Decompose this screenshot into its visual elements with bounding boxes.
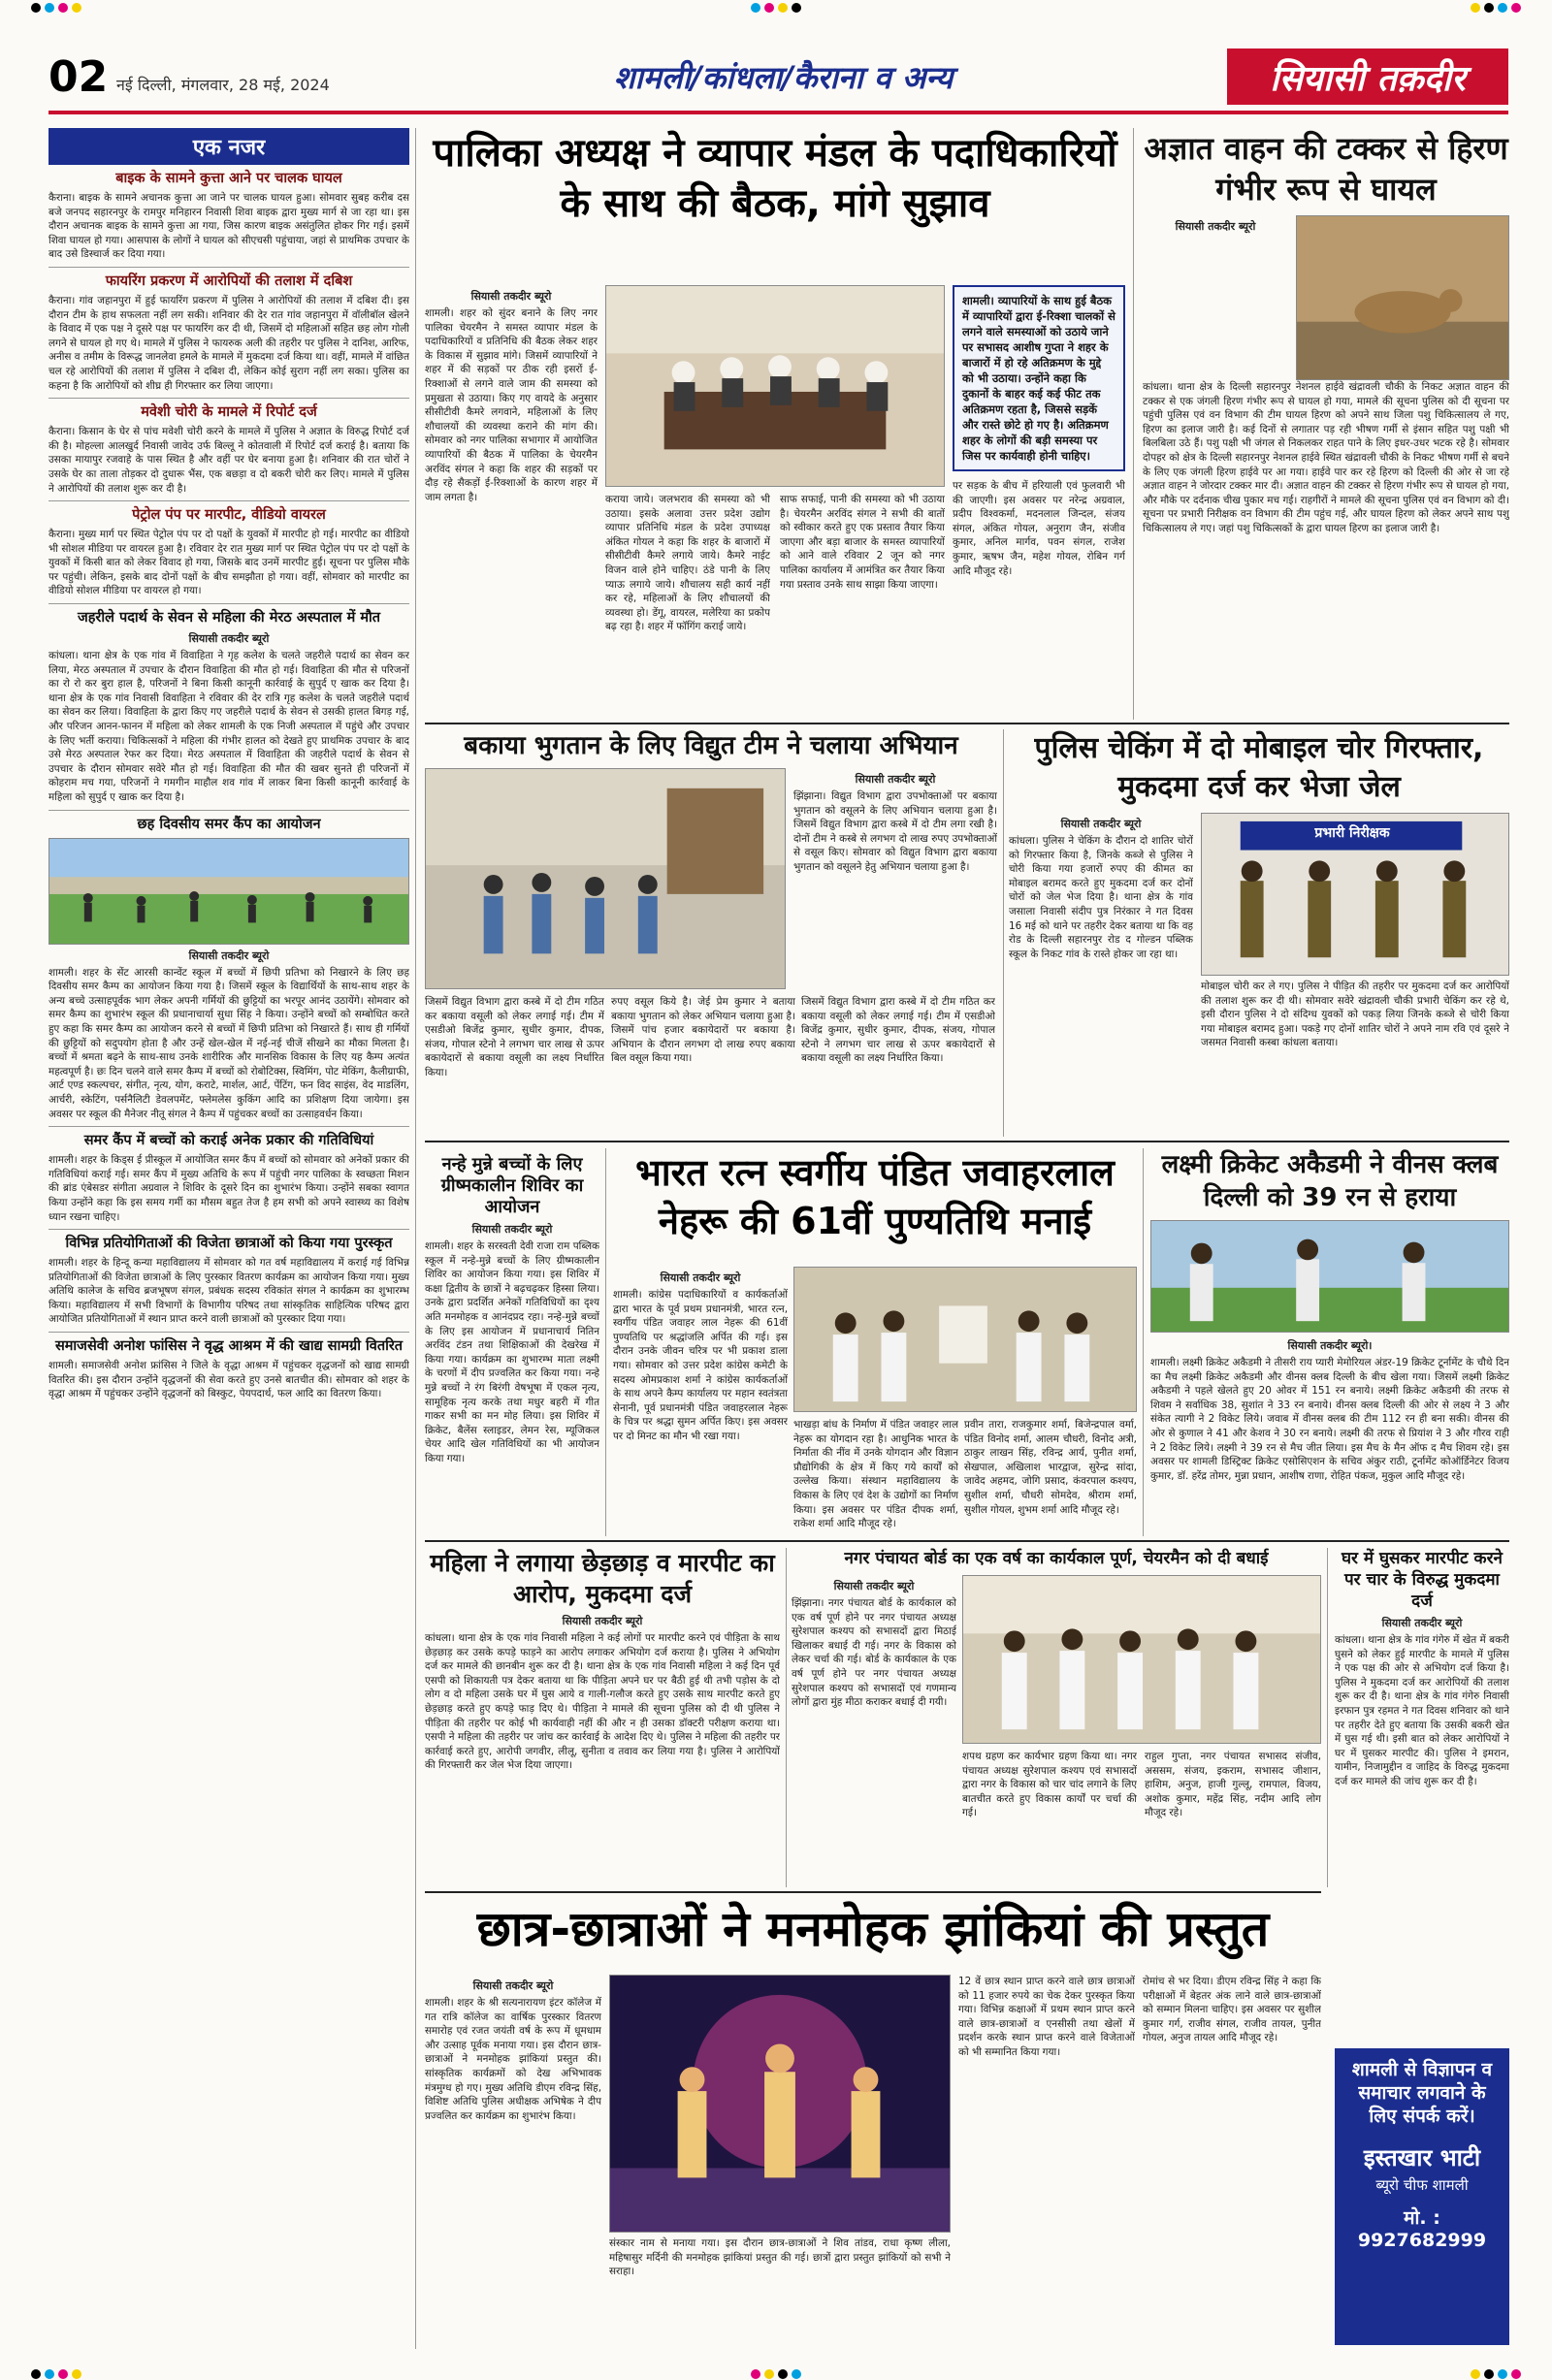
meeting-photo — [605, 285, 945, 487]
column-divider — [1143, 1148, 1144, 1536]
section-title: शामली/कांधला/कैराना व अन्य — [613, 58, 954, 96]
nehru-photo — [793, 1267, 1137, 1412]
mobile-body-1: कांधला। पुलिस ने चेकिंग के दौरान दो शातिर चोरों को गिरफ्तार किया है, जिनके कब्जे से पुलिस ने चोरी किया गया हजारों रुपए की कीमत का मोबाइल बरामद करते हुए मुकदमा दर्ज कर दोनों चोरों को जेल भेज दिया है। थाना क्षेत्र के गांव जसाला निवासी संदीप पुत्र निरंकार ने गत दिवस 16 मई को थाने पर तहरीर देकर बताया था कि वह रोड के दिल्ली सहारनपुर रोड द गोल्डन पब्लिक स्कूल के निकट गांव के रास्ते होकर जा रहा था। — [1009, 835, 1193, 960]
news-body-3: कैराना। किसान के घेर से पांच मवेशी चोरी करने के मामले में पुलिस ने अज्ञात के विरुद्ध रिपोर्ट दर्ज की है। मोहल्ला आलखुर्द निवासी जावेद उर्फ बिल्लू ने कोतवाली में रिपोर्ट दर्ज कराई है। बताया कि उसका मायापुर रजवाहे के पास स्थित है और वहीं पर घेर बनाया हुआ है। शनिवार की रात चोरों ने उसके घेर का ताला तोड़कर दो दुधारू भैंस, एक बछड़ा व दो बकरी चोरी कर लिए। मामले में पुलिस ने आरोपियों की तलाश शुरू कर दी है। — [48, 426, 409, 495]
news-byline-5: सियासी तकदीर ब्यूरो — [188, 632, 270, 646]
mobile-byline: सियासी तकदीर ब्यूरो — [1060, 818, 1142, 830]
board-photo — [962, 1575, 1321, 1744]
story-deer — [1143, 128, 1509, 720]
nehru-byline: सियासी तकदीर ब्यूरो — [660, 1271, 741, 1284]
meeting-body-2: कराया जाये। जलभराव की समस्या को भी उठाया। इसके अलावा उत्तर प्रदेश उद्योग व्यापार प्रतिनिधि मंडल के प्रदेश उपाध्यक्ष अंकित गोयल ने कहा कि शहर के बाजारों में सीसीटीवी कैमरे लगाये जाये। कैमरे नाईट विजन वाले होने चाहिए। ठंडे पानी के लिए प्याऊ लगाये जाये। शौचालय सही कार्य नहीं कर रहे, महिलाओं के लिए शौचालयों की व्यवस्था हो। डेंगू, वायरल, मलेरिया का प्रकोप बढ़ रहा है। शहर में फॉगिंग कराई जाये। — [605, 494, 770, 633]
column-divider — [1003, 729, 1004, 1137]
story-meeting-headline — [425, 128, 1125, 283]
meeting-col-3 — [780, 493, 945, 718]
mobile-photo-sign: प्रभारी निरीक्षक — [1314, 825, 1390, 841]
divider — [48, 267, 409, 268]
section-divider — [425, 1891, 1321, 1893]
meeting-col-1 — [425, 285, 598, 718]
cricket-body: शामली। लक्ष्मी क्रिकेट अकैडमी ने तीसरी राय प्यारी मेमोरियल अंडर-19 क्रिकेट टूर्नामेंट के चौथे दिन का मैच लक्ष्मी क्रिकेट अकैडमी और वीनस क्लब दिल्ली के बीच खेला गया। जिसमें लक्ष्मी क्रिकेट अकैडमी ने पहले खेलते हुए 20 ओवर में 151 रन बनाये। लक्ष्मी क्रिकेट अकैडमी की तरफ से शिवम ने सर्वाधिक 38, सुशांत ने 33 रन बनाये। वीनस क्लब दिल्ली की ओर से लक्ष्य ने 3 और संकेत त्यागी ने 2 विकेट लिये। जवाब में वीनस क्लब की टीम 112 रन ही बना सकी। वीनस की ओर से कुणाल ने 41 और केशव ने 30 रन बनाये। लक्ष्मी की तरफ से प्रियांश ने 3 और गौरव राही ने 2 विकेट लिये। लक्ष्मी ने 39 रन से मैच जीत लिया। इस मैच के मैन ऑफ द मैच शिवम रहे। इस अवसर पर शामली डिस्ट्रिक्ट क्रिकेट एसोसिएशन के सचिव अंकुर राठी, टूर्नामेंट कोऑर्डिनेटर विजय कुमार, डॉ. हरेंद्र तोमर, मुन्ना प्रधान, आशीष राणा, रोहित पंकज, मुकुल आदि मौजूद रहे। — [1150, 1357, 1509, 1482]
news-body-7: शामली। शहर के किड्स ई प्रीस्कूल में आयोजित समर कैंप में बच्चों को सोमवार को अनेकों प्रकार की गतिविधियां कराई गई। समर कैंप में मुख्य अतिथि के रूप में पहुंची नगर पालिका के स्वच्छता मिशन की ब्रांड एंबेसडर संगीता अग्रवाल ने शिविर के दूसरे दिन का शुभारंभ किया। उन्होंने सबका स्वागत किया उन्होंने कहा कि इस समय गर्मी का मौसम बहुत तेज है हम सभी को अपने स्वास्थ्य का विशेष ध्यान रखना चाहिए। — [48, 1154, 409, 1223]
ad-phone: मो. : 9927682999 — [1357, 2207, 1487, 2251]
board-col-1 — [792, 1575, 956, 1887]
column-divider — [1327, 1548, 1328, 1887]
house-byline: सियासी तकदीर ब्यूरो — [1381, 1617, 1463, 1629]
harass-byline: सियासी तकदीर ब्यूरो — [562, 1615, 643, 1627]
column-divider — [605, 1148, 606, 1536]
tableau-col-1 — [425, 1975, 601, 2349]
mobile-headline: पुलिस चेकिंग में दो मोबाइल चोर गिरफ्तार, मुकदमा दर्ज कर भेजा जेल — [1034, 731, 1484, 804]
power-headline: बकाया भुगतान के लिए विद्युत टीम ने चलाया अभियान — [464, 731, 958, 760]
cricket-headline: लक्ष्मी क्रिकेट अकैडमी ने वीनस क्लब दिल्ली को 39 रन से हराया — [1161, 1150, 1499, 1212]
news-head-7: समर कैंप में बच्चों को कराई अनेक प्रकार की गतिविधियां — [83, 1133, 374, 1149]
story-nehru-headline — [613, 1148, 1137, 1265]
divider — [48, 1126, 409, 1127]
power-col-3 — [611, 995, 795, 1137]
left-column — [48, 128, 409, 2349]
divider — [48, 500, 409, 501]
summer-byline: सियासी तकदीर ब्यूरो — [471, 1223, 553, 1236]
story-cricket — [1150, 1148, 1509, 1536]
nehru-col-3 — [964, 1418, 1137, 1536]
news-body-2: कैराना। गांव जहानपुरा में हुई फायरिंग प्रकरण में पुलिस ने आरोपियों की तलाश में दबिश दी। इस दौरान टीम के हाथ सफलता नहीं लग सकी। शनिवार की देर रात गांव जहानपुरा में वॉलीबॉल खेलने के विवाद में एक पक्ष ने दूसरे पक्ष पर फायरिंग कर दी थी, जिसमें दो महिलाओं सहित छह लोग गोली लगने से घायल हो गए थे। मामले में पुलिस ने फायरुक अली की तहरीर पर पुलिस ने दानिश, आरिफ, अनीस व तमीम के विरूद्ध जानलेवा हमले के मामले में मुकदमा दर्ज किया था। वहीं, मामले में वांछित चल रहे आरोपियों की तलाश में पुलिस ने दबिश दी, लेकिन कोई सुराग नहीं लग सका। पुलिस का कहना है कि आरोपियों को शीघ्र ही गिरफ्तार कर लिया जाएगा। — [48, 294, 409, 392]
story-tableau-headline — [425, 1899, 1321, 1973]
power-photo — [425, 768, 786, 989]
column-divider — [415, 128, 416, 2349]
deer-photo — [1296, 215, 1509, 380]
cricket-photo — [1150, 1220, 1509, 1333]
nehru-body-1: शामली। कांग्रेस पदाधिकारियों व कार्यकर्ताओं द्वारा भारत के पूर्व प्रथम प्रधानमंत्री, भारत रत्न, स्वर्गीय पंडित जवाहर लाल नेहरू की 61वीं पुण्यतिथि पर श्रद्धांजलि अर्पित की गई। इस दौरान उनके जीवन चरित्र पर भी प्रकाश डाला गया। सोमवार को उत्तर प्रदेश कांग्रेस कमेटी के सदस्य ओमप्रकाश शर्मा ने कांग्रेस कार्यकर्ताओं के साथ अपने कैम्प कार्यालय पर महान स्वतंत्रता सेनानी, पूर्व प्रधानमंत्री पंडित जवाहरलाल नेहरू के चित्र पर श्रद्धा सुमन अर्पित किए। इस अवसर पर दो मिनट का मौन भी रखा गया। — [613, 1289, 788, 1442]
news-head-3: मवेशी चोरी के मामले में रिपोर्ट दर्ज — [141, 404, 317, 421]
bottom-registration-strip — [0, 2366, 1552, 2380]
masthead — [48, 43, 1508, 114]
tableau-body-2: संस्कार नाम से मनाया गया। इस दौरान छात्र-छात्राओं ने शिव तांडव, राधा कृष्ण लीला, महिषासुर मर्दिनी की मनमोहक झांकियां प्रस्तुत की गई। छात्रों द्वारा प्रस्तुत झांकियों को सभी ने सराहा। — [609, 2237, 951, 2278]
tableau-col-3 — [958, 1975, 1135, 2349]
divider — [48, 603, 409, 604]
story-summer — [425, 1148, 599, 1536]
brand-logo: सियासी तक़दीर — [1227, 48, 1508, 105]
meeting-body-3: साफ सफाई, पानी की समस्या को भी उठाया है। चेयरमैन अरविंद संगल ने सभी की बातों को स्वीकार करते हुए एक प्रस्ताव तैयार किया जाएगा और बड़ा बाजार के समस्त व्यापारियों को आने वाले रविवार 2 जून को नगर पालिका कार्यालय में आमंत्रित कर तैयार किया गया प्रस्ताव उनके साथ साझा किया जाएगा। — [780, 494, 945, 591]
news-body-9: शामली। समाजसेवी अनोश फ्रांसिस ने जिले के वृद्धा आश्रम में पहुंचकर वृद्धजनों को खाद्य सामग्री वितरित की। इस दौरान उन्होंने वृद्धजनों की सेवा करते हुए उनसे बातचीत की। सोमवार को शहर के वृद्धा आश्रम में पहुंचकर उन्होंने वृद्धजनों को बिस्कुट, पेयपदार्थ, फल आदि का वितरण किया। — [48, 1360, 409, 1400]
page-number: 02 — [48, 51, 109, 102]
story-house — [1335, 1548, 1509, 2042]
deer-byline: सियासी तकदीर ब्यूरो — [1175, 220, 1256, 233]
nehru-headline: भारत रत्न स्वर्गीय पंडित जवाहरलाल नेहरू की 61वीं पुण्यतिथि मनाई — [635, 1151, 1115, 1242]
news-byline-6: सियासी तकदीर ब्यूरो — [188, 949, 270, 962]
meeting-quote-box: शामली। व्यापारियों के साथ हुई बैठक में व्यापारियों द्वारा ई-रिक्शा चालकों से लगने वाले समस्याओं को उठाये जाने पर सभासद आशीष गुप्ता ने शहर के बाजारों में हो रहे अतिक्रमण के मुद्दे को भी उठाया। उन्होंने कहा कि दुकानों के बाहर कई कई फीट तक अतिक्रमण रहता है, जिससे सड़कें और रास्ते छोटे हो गए है। अतिक्रमण शहर के लोगों की बड़ी समस्या पर जिस पर कार्यवाही होनी चाहिए। — [953, 285, 1125, 471]
news-head-4: पेट्रोल पंप पर मारपीट, वीडियो वायरल — [132, 507, 326, 524]
section-divider — [425, 1540, 1509, 1542]
ek-nazar-title: एक नजर — [48, 128, 409, 165]
board-col-2 — [962, 1750, 1137, 1887]
board-body-2: शपथ ग्रहण कर कार्यभार ग्रहण किया था। नगर पंचायत अध्यक्ष सुरेशपाल कश्यप एवं सभासदों द्वारा नगर के विकास को चार चांद लगाने के लिए बातचीत करते हुए विकास कार्यों पर चर्चा की गई। — [962, 1751, 1137, 1819]
board-byline: सियासी तकदीर ब्यूरो — [833, 1580, 915, 1592]
power-body-1b: जिसमें विद्युत विभाग द्वारा कस्बे में दो टीम गठित कर बकाया वसूली को लेकर लगाई गई। टीम में एसडीओ बिजेंद्र कुमार, सुधीर कुमार, दीपक, संजय, गोपाल स्टेनो ने लगभग चार लाख से ऊपर बकायेदारों से बकाया वसूली का लक्ष्य निर्धारित किया। — [801, 996, 995, 1065]
tableau-body-1: शामली। शहर के श्री सत्यनारायण इंटर कॉलेज में गत रात्रि कॉलेज का वार्षिक पुरस्कार वितरण समारोह एवं रजत जयंती वर्ष के रूप में धूमधाम और उत्साह पूर्वक मनाया गया। इस दौरान छात्र-छात्राओं ने मनमोहक झांकियां प्रस्तुत की। सांस्कृतिक कार्यक्रमों को देख अभिभावक मंत्रमुग्ध हो गए। मुख्य अतिथि डीएम रविन्द्र सिंह, विशिष्ट अतिथि पुलिस अधीक्षक अभिषेक ने दीप प्रज्वलित कर कार्यक्रम का शुभारंभ किया। — [425, 1997, 601, 2122]
meeting-byline: सियासी तकदीर ब्यूरो — [470, 290, 552, 303]
meeting-body-4: पर सड़क के बीच में हरियाली एवं फुलवारी भी की जाएगी। इस अवसर पर नरेन्द्र अग्रवाल, प्रदीप विश्वकर्मा, मदनलाल जिन्दल, संजय संगल, अंकित गोयल, अनुराग जैन, संजीव कुमार, अनिल मार्गव, पवन संगल, राजेश कुमार, ऋषभ जैन, महेश गोयल, रोबिन गर्ग आदि मौजूद रहे। — [953, 480, 1125, 577]
section-divider — [425, 1141, 1509, 1142]
meeting-body-1: शामली। शहर को सुंदर बनाने के लिए नगर पालिका चेयरमैन ने समस्त व्यापार मंडल के पदाधिकारियों व प्रतिनिधि की बैठक लेकर शहर के विकास में सुझाव मांगे। जिसमें व्यापारियों ने शहर में की सड़कों पर ठीक रही इसरों ई-रिक्शाओं से लगने वाले जाम की समस्या को प्रमुखता से उठाया। किए गए वायदे के अनुसार सीसीटीवी कैमरे लगवाने, महिलाओं के लिए शौचालयों की व्यवस्था कराने की मांग की। सोमवार को नगर पालिका सभागार में आयोजित व्यापारियों की बैठक में पालिका के चेयरमैन अरविंद संगल ने कहा कि शहर की सड़कों पर दौड़ रहे सैकड़ों ई-रिक्शाओं के कारण शहर में जाम लगता है। — [425, 307, 598, 503]
nehru-body-3: प्रवीन तारा, राजकुमार शर्मा, बिजेन्द्रपाल वर्मा, पंडित विनोद शर्मा, आलम चौधरी, विनोद अत्री, ठाकुर लाखन सिंह, रविन्द्र आर्य, पुनीत शर्मा, सेखपाल, अखिलाश भारद्वाज, सुरेन्द्र सांदा, जावेद अहमद, जोगि प्रसाद, कंवरपाल कश्यप, सुशील शर्मा, चौधरी सोमदेव, श्रीराम शर्मा, सुशील गोयल, शुभम शर्मा आदि मौजूद रहे। — [964, 1419, 1137, 1516]
power-body-1: झिंझाना। विद्युत विभाग द्वारा उपभोक्ताओं पर बकाया भुगतान को वसूलने के लिए अभियान चलाया हुआ है। जिसमें विद्युत विभाग द्वारा कस्बे में दो टीम लगा रखी है। दोनों टीम ने कस्बे से लगभग दो लाख रुपए उपभोक्ताओं से वसूल किए। सोमवार को विद्युत विभाग द्वारा बकाया भुगतान को वसूलने हेतु अभियान चलाया हुआ है। — [793, 790, 997, 873]
news-head-6: छह दिवसीय समर कैंप का आयोजन — [137, 816, 321, 832]
divider — [48, 1229, 409, 1230]
story-harass — [425, 1548, 780, 1887]
board-col-3 — [1145, 1750, 1321, 1887]
tableau-body-3: 12 वें छात्र स्थान प्राप्त करने वाले छात्र छात्राओं को 11 हजार रुपये का चेक देकर पुरस्कृत किया गया। विभिन्न कक्षाओं में प्रथम स्थान प्राप्त करने वाले छात्र-छात्राओं व एनसीसी तथा खेलों में प्रदर्शन करके स्थान प्राप्त करने वाले विजेताओं को भी सम्मानित किया गया। — [958, 1976, 1135, 2058]
tableau-col-2 — [609, 2236, 951, 2349]
power-col-4 — [801, 995, 995, 1137]
ad-contact-name: इस्तखार भाटी — [1363, 2144, 1481, 2171]
news-body-5: कांधला। थाना क्षेत्र के एक गांव में विवाहिता ने गृह कलेश के चलते जहरीले पदार्थ का सेवन कर लिया, मेरठ अस्पताल में उपचार के दौरान विवाहिता की मौत हो गई। विवाहिता की मौत से परिजनों का रो रो कर बुरा हाल है, परिजनों ने बिना किसी कानूनी कार्रवाई के सुपुर्द ए खाक कर दिया है। थाना क्षेत्र के एक गांव निवासी विवाहिता ने रविवार की देर रात्रि गृह कलेश के चलते जहरीले पदार्थ का सेवन कर लिया। विवाहिता के द्वारा किए गए जहरीले पदार्थ के सेवन से उसकी हालत बिगड़ गई, और परिजन आनन-फानन में महिला को लेकर शामली के एक निजी अस्पताल में पहुंचे और उपचार के लिए भर्ती कराया। चिकित्सकों ने महिला की गंभीर हालत को देखते हुए प्राथमिक उपचार के बाद उसे मेरठ अस्पताल रेफर कर दिया। मेरठ अस्पताल में विवाहिता की जहरीले पदार्थ के सेवन से उपचार के दौरान सोमवार सवेरे मौत हो गई। विवाहिता की मौत की खबर सुनते ही परिजनों में कोहराम मच गया, परिजनों ने गमगीन माहौल शव गांव में लाकर बिना किसी कानूनी कार्रवाई के महिला को सुपुर्द ए खाक कर दिया है। — [48, 650, 409, 803]
summer-body: शामली। शहर के सरस्वती देवी राजा राम पब्लिक स्कूल में नन्हे-मुन्ने बच्चों के लिए ग्रीष्मकालीन शिविर का आयोजन किया गया। इस शिविर में कक्षा द्वितीय के छात्रों ने बढ़चढ़कर हिस्सा लिया। उनके द्वारा प्रदर्शित अनेकों गतिविधियों का दृश्य अति मनमोहक व आनंदप्रद रहा। नन्हे-मुन्ने बच्चों के लिए इस आयोजन में प्रधानाचार्य नितिन अरविंद टंडन तथा शिक्षिकाओं की देखरेख में किया गया। कार्यक्रम का शुभारम्भ माता लक्ष्मी के चरणों में दीप प्रज्वलित कर किया गया। नन्हे मुन्ने बच्चों ने रंग बिरंगी वेषभूषा में एकल नृत्य, सामूहिक नृत्य करके तथा मधुर बहरी में गीत गाकर सभी का मन मोह लिया। इस शिविर में क्रिकेट, बैलेंस स्लाइडर, लेमन रेस, म्यूजिकल चेयर आदि खेल गतिविधियों का भी आयोजन किया गया। — [425, 1240, 599, 1464]
ad-contact-role: ब्यूरो चीफ शामली — [1375, 2176, 1469, 2194]
column-divider — [1133, 128, 1134, 720]
divider — [48, 810, 409, 811]
news-head-2: फायरिंग प्रकरण में आरोपियों की तलाश में दबिश — [105, 273, 353, 289]
divider — [48, 398, 409, 399]
board-body-1: झिंझाना। नगर पंचायत बोर्ड के कार्यकाल को एक वर्ष पूर्ण होने पर नगर पंचायत अध्यक्ष सुरेशपाल कश्यप को सभासदों द्वारा मिठाई खिलाकर बधाई दी गई। नगर के विकास को लेकर चर्चा की गई। बोर्ड के कार्यकाल के एक वर्ष पूर्ण होने पर नगर पंचायत अध्यक्ष सुरेशपाल कश्यप को सभासदों एवं गणमान्य लोगों द्वारा मुंह मीठा कराकर बधाई दी गयी। — [792, 1597, 956, 1709]
nehru-col-1 — [613, 1267, 788, 1536]
mobile-photo — [1201, 813, 1509, 976]
board-headline: नगर पंचायत बोर्ड का एक वर्ष का कार्यकाल पूर्ण, चेयरमैन को दी बधाई — [844, 1549, 1269, 1568]
news-body-1: कैराना। बाइक के सामने अचानक कुत्ता आ जाने पर चालक घायल हुआ। सोमवार सुबह करीब दस बजे जनपद सहारनपुर के रामपुर मनिहारन निवासी शिवा बाइक द्वारा मुख्य मार्ग से जा रहा था। इस दौरान अचानक बाइक के सामने कुत्ता आ गया, जिस कारण बाइक असंतुलित होकर गिर गई। इसमें शिवा घायल हो गया। आसपास के लोगों ने घायल को सीएचसी पहुंचाया, जहां से प्राथमिक उपचार के बाद उसे डिस्चार्ज कर दिया गया। — [48, 192, 409, 261]
house-headline: घर में घुसकर मारपीट करने पर चार के विरुद्ध मुकदमा दर्ज — [1342, 1549, 1503, 1611]
meeting-headline: पालिका अध्यक्ष ने व्यापार मंडल के पदाधिकारियों के साथ की बैठक, मांगे सुझाव — [433, 131, 1117, 226]
news-body-6: शामली। शहर के सेंट आरसी कान्वेंट स्कूल में बच्चों में छिपी प्रतिभा को निखारने के लिए छह दिवसीय समर कैम्प का आयोजन किया गया है। जिसमें स्कूल के विद्यार्थियों के साथ-साथ शहर के अन्य बच्चे उत्साहपूर्वक भाग लेकर अपनी गर्मियों की छुट्टियों का भरपूर आनंद उठायेंगे। सोमवार को समर कैम्प का शुभारंभ स्कूल की प्रधानाचार्या सुधा सिंह ने किया। उन्होंने बच्चों को सम्बोधित करते हुए कहा कि समर कैम्प का आयोजन करने से बच्चों में छिपी प्रतिभा को निखारते हैं। साथ ही गर्मियों की छुट्टियों को सदुपयोग होता है और उन्हें खेल-खेल में नई-नई चीजें सीखने का मौका मिलता है। बच्चों में श्रमता बढ़ने के साथ-साथ उनके शारीरिक और मानसिक विकास के लिए यह कैम्प अत्यंत महत्वपूर्ण है। छः दिन चलने वाले समर कैम्प में बच्चों को रोबोटिक्स, स्विमिंग, पोट मेकिंग, कैलीग्राफी, आर्ट एण्ड स्कल्पचर, संगीत, नृत्य, योग, कराटे, मार्शल, आर्ट, पेंटिंग, फन विद साइंस, वेद माडलिंग, आर्चरी, स्केटिंग, पर्सनैलिटी डेवलपमेंट, फ्लेमलेस कुकिंग आदि का प्रशिक्षण दिया जायेगा। इस अवसर पर स्कूल की मैनेजर नीतू संगल ने कैम्प में पहुंचकर बच्चों का उत्साहवर्धन किया। — [48, 966, 409, 1120]
news-body-4: कैराना। मुख्य मार्ग पर स्थित पेट्रोल पंप पर दो पक्षों के युवकों में मारपीट हो गई। मारपीट का वीडियो भी सोशल मीडिया पर वायरल हुआ है। रविवार देर रात मुख्य मार्ग पर स्थित पेट्रोल पंप पर दो पक्षों के युवकों में किसी बात को लेकर विवाद हो गया, जिसके बाद उनमें मारपीट हुई। सूचना पर पुलिस मौके पर पहुंची। लेकिन, इसके बाद दोनों पक्षों के बीच समझौता हो गया। वहीं, सोमवार को मारपीट का वीडियो सोशल मीडिया पर वायरल हो गया। — [48, 529, 409, 597]
summer-headline: नन्हे मुन्ने बच्चों के लिए ग्रीष्मकालीन शिविर का आयोजन — [440, 1154, 584, 1217]
story-mobile — [1009, 729, 1509, 1137]
ad-box — [1335, 2048, 1509, 2345]
harass-body: कांधला। थाना क्षेत्र के एक गांव निवासी महिला ने कई लोगों पर मारपीट करने एवं पीड़िता के साथ छेड़छाड़ कर उसके कपड़े फाड़ने का आरोप लगाकर अभियोग दर्ज कराया है। पुलिस ने अभियोग दर्ज कर मामले की छानबीन शुरू कर दी है। थाना क्षेत्र के एक गांव निवासी महिला ने कई दिन पूर्व एसपी को शिकायती पत्र देकर बताया था कि पीड़िता अपने घर पर बैठी हुई थी तभी पड़ोस के दो लोग व दो महिला उसके घर में घुस आये व गाली-गलौज करते हुए उसके साथ मारपीट करते हुए छेड़छाड़ करते हुए कपड़े फाड़ दिए थे। पीड़िता ने मामले की सूचना पुलिस को दी थी पुलिस ने पीड़िता की तहरीर पर कोई भी कार्यवाही नहीं की और न ही उसका डॉक्टरी परीक्षण कराया था। एसपी ने महिला की तहरीर पर जांच कर कार्रवाई के आदेश दिए थे। पुलिस ने महिला की तहरीर पर कार्रवाई करते हुए, आरोपी जगवीर, लीलू, सुनीता व तवाव कर लिया गया है। पुलिस ने आरोपियों की गिरफ्तारी कर जेल भेज दिया जाएगा। — [425, 1632, 780, 1772]
news-head-8: विभिन्न प्रतियोगिताओं की विजेता छात्राओं को किया गया पुरस्कृत — [65, 1236, 393, 1252]
deer-body: कांधला। थाना क्षेत्र के दिल्ली सहारनपुर नेशनल हाईवे खंद्रावली चौकी के निकट अज्ञात वाहन की टक्कर से एक जंगली हिरण गंभीर रूप से घायल हो गया, मामले की सूचना पुलिस को दी सूचना पर पहुंची पुलिस एवं वन विभाग की टीम घायल हिरण को अपने साथ जिला पशु चिकित्सालय ले गए, हिरण का इलाज जारी है। कई दिनों से लगातार पड़ रही भीषण गर्मी से इंसान सहित पशु पक्षी भी बिलबिला उठे हैं। पशु पक्षी भी जंगल से निकलकर राहत पाने के लिए इधर-उधर भटक रहे है। सोमवार दोपहर को क्षेत्र के दिल्ली सहारनपुर नेशनल हाईवे स्थित खंद्रावली चौकी के निकट भीषण गर्मी से बचने के लिए एक जंगली हिरण हाईवे पर आ गया। हाईवे पार कर रहे हिरण को दिल्ली की ओर से जा रहे अज्ञात वाहन ने जोरदार टक्कर मार दी। अज्ञात वाहन की टक्कर से हिरण गंभीर रूप से घायल हो गया, और मौके पर दर्दनाक चीख पुकार मच गई। राहगीरों ने मामले की सूचना पुलिस एवं वन विभाग को दी। सूचना पर प्रभारी निरीक्षक वन विभाग की टीम पहुंच गई, और घायल हिरण को लेकर अपने साथ पशु चिकित्सालय ले गए। जहां पशु चिकित्सकों के द्वारा घायल हिरण का इलाज जारी है। — [1143, 381, 1509, 534]
column-divider — [786, 1548, 787, 1887]
tableau-headline: छात्र-छात्राओं ने मनमोहक झांकियां की प्रस्तुत — [476, 1901, 1270, 1957]
section-divider — [425, 723, 1509, 724]
news-head-9: समाजसेवी अनोश फांसिस ने वृद्ध आश्रम में की खाद्य सामग्री वितरित — [54, 1338, 404, 1355]
tableau-photo — [609, 1975, 951, 2233]
tableau-body-4: रोमांच से भर दिया। डीएम रविन्द्र सिंह ने कहा कि परीक्षाओं में बेहतर अंक लाने वाले छात्र-छात्राओं को सम्मान मिलना चाहिए। इस अवसर पर सुशील कुमार गर्ग, राजीव संगल, राजीव तायल, पुनीत गोयल, अनुज तायल आदि मौजूद रहे। — [1143, 1976, 1321, 2044]
news-head-1: बाइक के सामने कुत्ता आने पर चालक घायल — [115, 171, 342, 186]
power-col-2 — [425, 995, 604, 1137]
power-col-1 — [793, 768, 997, 991]
power-body-3: रुपए वसूल किये है। जेई प्रेम कुमार ने बताया बकाया भुगतान को लेकर अभियान चलाया हुआ है। जिसमें पांच हजार बकायेदारों पर बकाया है। अभियान के दौरान लगभग दो लाख रुपए बकाया बिल वसूल किया गया। — [611, 996, 795, 1065]
ad-text: शामली से विज्ञापन व समाचार लगवाने के लिए संपर्क करें। — [1351, 2059, 1493, 2127]
board-body-3: राहुल गुप्ता, नगर पंचायत सभासद संजीव, अससम, संजय, इकराम, सभासद जीशान, हाशिम, अनुज, हाजी गुल्लू, रामपाल, विजय, अशोक कुमार, महेंद्र सिंह, नदीम आदि लोग मौजूद रहे। — [1145, 1751, 1321, 1819]
cricket-byline: सियासी तकदीर ब्यूरो। — [1287, 1339, 1373, 1352]
divider — [48, 1332, 409, 1333]
house-body: कांधला। थाना क्षेत्र के गांव गंगेरु में खेत में बकरी घुसने को लेकर हुई मारपीट के मामले में पुलिस ने एक पक्ष की ओर से अभियोग दर्ज किया है। पुलिस ने मुकदमा दर्ज कर आरोपियों की तलाश शुरू कर दी है। थाना क्षेत्र के गांव गंगेरु निवासी इरफान पुत्र रहमत ने गत दिवस शनिवार को थाने पर तहरीर देते हुए बताया कि उसकी बकरी खेत में घुस गई थी। इसी बात को लेकर आरोपियों ने घर में घुसकर मारपीट की। पुलिस ने इमरान, यामीन, निजामुद्दीन व जाहिद के विरुद्ध मुकदमा दर्ज कर मामले की जांच शुरू कर दी है। — [1335, 1634, 1509, 1787]
yoga-photo — [48, 838, 409, 945]
power-body-2: जिसमें विद्युत विभाग द्वारा कस्बे में दो टीम गठित कर बकाया वसूली को लेकर लगाई गई। टीम में एसडीओ बिजेंद्र कुमार, सुधीर कुमार, दीपक, संजय, गोपाल स्टेनो ने लगभग चार लाख से ऊपर बकायेदारों से बकाया वसूली का लक्ष्य निर्धारित किया। — [425, 996, 604, 1078]
news-body-8: शामली। शहर के हिन्दू कन्या महाविद्यालय में सोमवार को गत वर्ष महाविद्यालय में कराई गई विभिन्न प्रतियोगिताओं की विजेता छात्राओं के लिए पुरस्कार वितरण कार्यक्रम का आयोजन किया गया। मुख्य अतिथि कालेज के सचिव ब्रजभूषण संगल, प्रबंधक सदस्य रविकांत संगल ने कार्यक्रम का शुभारम्भ किया। महाविद्यालय में सभी विभागों के विभागीय परिषद तथा सांस्कृतिक साहित्यिक परिषद द्वारा आयोजित प्रतियोगिताओं में स्थान प्राप्त करने वाली छात्राओं को पुरस्कार दिया गया। — [48, 1257, 409, 1326]
nehru-col-2 — [793, 1418, 958, 1536]
news-head-5: जहरीले पदार्थ के सेवन से महिला की मेरठ अस्पताल में मौत — [77, 610, 381, 627]
deer-headline: अज्ञात वाहन की टक्कर से हिरण गंभीर रूप से घायल — [1144, 130, 1508, 208]
top-registration-strip — [0, 0, 1552, 14]
nehru-body-2: भाखड़ा बांध के निर्माण में पंडित जवाहर लाल नेहरू का योगदान रहा है। आधुनिक भारत के निर्माता की नींव में उनके योगदान और विज्ञान प्रौद्योगिकी के क्षेत्र में किए गये कार्यों को उल्लेख किया। संस्थान महाविद्यालय के विकास के लिए एवं देश के उद्योगों का निर्माण किया। इस अवसर पर पंडित दीपक शर्मा, राकेश शर्मा आदि मौजूद रहे। — [793, 1419, 958, 1530]
harass-headline: महिला ने लगाया छेड़छाड़ व मारपीट का आरोप, मुकदमा दर्ज — [430, 1549, 775, 1608]
meeting-col-2 — [605, 493, 770, 718]
mobile-body-2: मोबाइल चोरी कर ले गए। पुलिस ने पीड़ित की तहरीर पर मुकदमा दर्ज कर आरोपियों की तलाश शुरू कर दी थी। सोमवार सवेरे खंद्रावली चौकी प्रभारी चेकिंग कर रहे थे, इसी दौरान पुलिस ने दो संदिग्ध युवकों को पकड़ लिया जिनके कब्जे से चोरी किया गया मोबाइल बरामद हुआ। पकड़े गए दोनों शातिर चोरों ने अपने नाम रवि एवं दूसरे ने जसमत निवासी कस्बा कांधला बताया। — [1201, 981, 1509, 1049]
meeting-col-4 — [953, 285, 1125, 718]
tableau-byline: सियासी तकदीर ब्यूरो — [472, 1979, 554, 1992]
tableau-col-4 — [1143, 1975, 1321, 2349]
power-byline: सियासी तकदीर ब्यूरो — [855, 773, 936, 786]
date-line: नई दिल्ली, मंगलवार, 28 मई, 2024 — [116, 76, 330, 94]
